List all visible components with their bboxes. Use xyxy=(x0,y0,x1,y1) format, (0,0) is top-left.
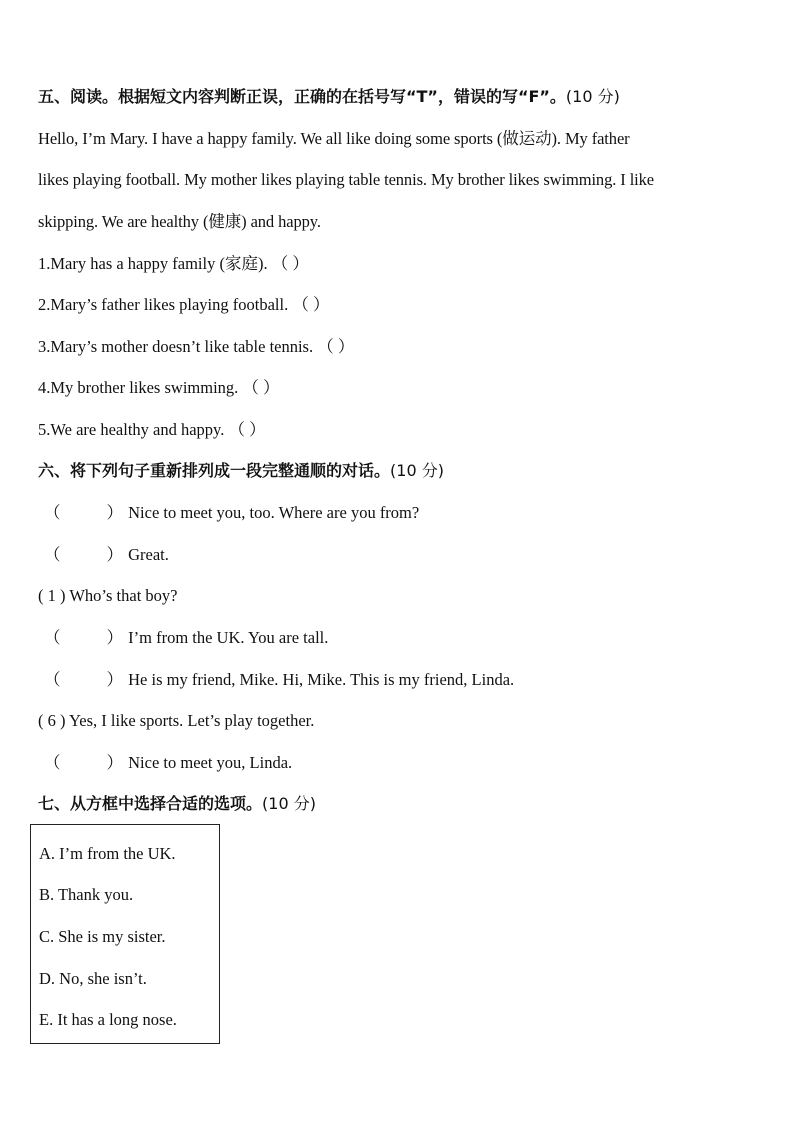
option-e: E. It has a long nose. xyxy=(39,1010,177,1029)
question-4-answer-blank[interactable]: （ ） xyxy=(242,378,280,397)
section5-score: (10 分) xyxy=(565,87,620,106)
dialogue-sentence: He is my friend, Mike. Hi, Mike. This is my friend, Linda. xyxy=(128,670,515,689)
question-4-text: 4.My brother likes swimming. xyxy=(38,378,239,397)
dialogue-item xyxy=(44,545,169,565)
question-5-answer-blank[interactable]: （ ） xyxy=(228,420,266,439)
section5-heading xyxy=(38,87,620,107)
dialogue-sentence: Nice to meet you, Linda. xyxy=(128,753,293,772)
dialogue-sentence: I’m from the UK. You are tall. xyxy=(128,628,329,647)
passage-line-1: Hello, I’m Mary. I have a happy family. We all like doing some sports (做运动). My father xyxy=(38,129,630,148)
option-c: C. She is my sister. xyxy=(39,927,166,946)
dialogue-sentence: Yes, I like sports. Let’s play together. xyxy=(69,711,315,730)
options-box xyxy=(30,824,220,1044)
order-number: ( 1 ) xyxy=(38,586,66,605)
passage-line-2: likes playing football. My mother likes playing table tennis. My brother likes swimming. I like xyxy=(38,170,655,189)
section7-score: (10 分) xyxy=(262,794,316,813)
question-4 xyxy=(38,378,280,398)
dialogue-item xyxy=(38,586,177,606)
dialogue-item xyxy=(44,670,514,690)
passage-line-3: skipping. We are healthy (健康) and happy. xyxy=(38,212,321,231)
question-1 xyxy=(38,254,309,274)
order-blank[interactable]: （ ） xyxy=(44,545,123,564)
section6-score: (10 分) xyxy=(390,461,444,480)
dialogue-item xyxy=(44,628,328,648)
dialogue-sentence: Great. xyxy=(128,545,169,564)
option-d: D. No, she isn’t. xyxy=(39,969,147,988)
dialogue-item xyxy=(38,711,314,731)
section5-heading-text: 五、阅读。根据短文内容判断正误，正确的在括号写“T”，错误的写“F”。 xyxy=(38,87,566,106)
question-2-text: 2.Mary’s father likes playing football. xyxy=(38,295,289,314)
section6-heading xyxy=(38,461,444,481)
section7-heading xyxy=(38,794,316,814)
order-number: ( 6 ) xyxy=(38,711,66,730)
option-a: A. I’m from the UK. xyxy=(39,844,176,863)
dialogue-sentence: Who’s that boy? xyxy=(69,586,178,605)
dialogue-item xyxy=(44,753,292,773)
question-5-text: 5.We are healthy and happy. xyxy=(38,420,225,439)
order-blank[interactable]: （ ） xyxy=(44,628,123,647)
option-b: B. Thank you. xyxy=(39,885,134,904)
order-blank[interactable]: （ ） xyxy=(44,503,123,522)
question-2 xyxy=(38,295,329,315)
question-2-answer-blank[interactable]: （ ） xyxy=(292,295,330,314)
dialogue-item xyxy=(44,503,419,523)
order-blank[interactable]: （ ） xyxy=(44,753,123,772)
section7-heading-text: 七、从方框中选择合适的选项。 xyxy=(38,794,263,813)
question-1-answer-blank[interactable]: （ ） xyxy=(271,254,309,273)
question-1-text: 1.Mary has a happy family (家庭). xyxy=(38,254,268,273)
question-3 xyxy=(38,337,354,357)
question-3-answer-blank[interactable]: （ ） xyxy=(317,337,355,356)
section6-heading-text: 六、将下列句子重新排列成一段完整通顺的对话。 xyxy=(38,461,391,480)
order-blank[interactable]: （ ） xyxy=(44,670,123,689)
question-3-text: 3.Mary’s mother doesn’t like table tennis. xyxy=(38,337,314,356)
dialogue-sentence: Nice to meet you, too. Where are you from? xyxy=(128,503,420,522)
question-5 xyxy=(38,420,266,440)
